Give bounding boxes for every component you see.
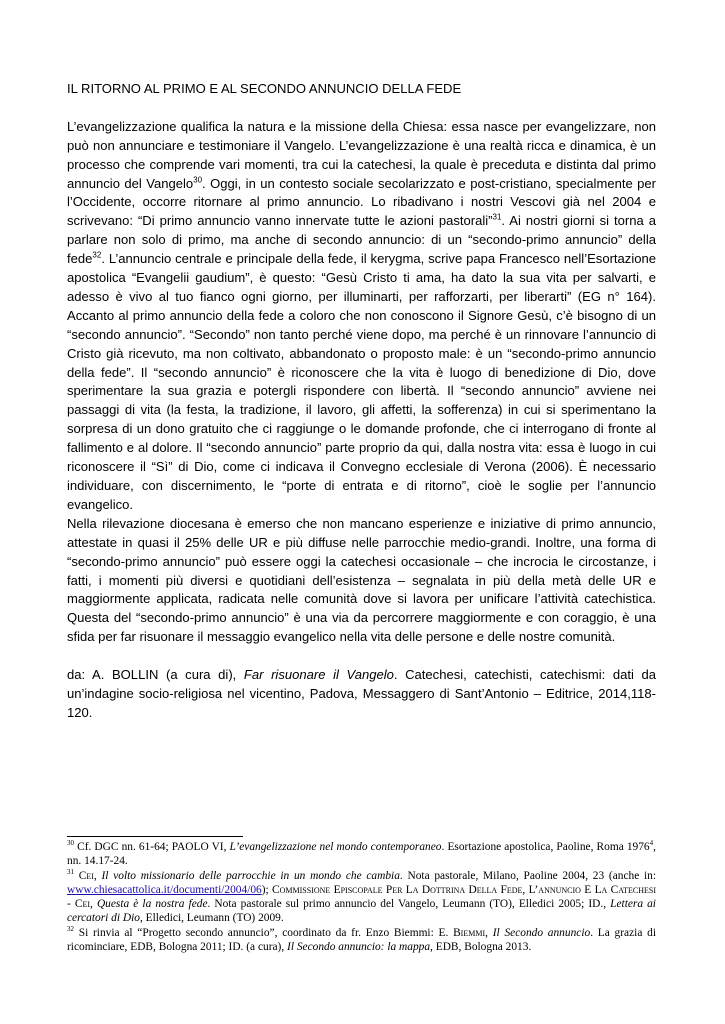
footnote-separator [67, 836, 243, 837]
para1-text-4: . L’annuncio centrale e principale della fede, il kerygma, scrive papa Francesco nell’Esortazione apostolica “Evangelii gaudium”, è questo: “Gesù Cristo ti ama, ha dato la sua vita per salvarti, e adesso è vivo al tuo fianco ogni giorno, per illuminarti, per rafforzarti, per liberarti” (EG n° 164). Accanto al primo annuncio della fede a coloro che non conoscono il Signore Gesù, c’è bisogno di un “secondo annuncio”. “Secondo” non tanto perché viene dopo, ma perché è un rinnovare l’annuncio di Cristo già ricevuto, ma non coltivato, abbandonato o proposto male: è un “secondo-primo annuncio della fede”. Il “secondo annuncio” è riconoscere che la vita è luogo di benedizione di Dio, dove sperimentare la sua grazia e potergli rispondere con libertà. Il “secondo annuncio” avviene nei passaggi di vita (la festa, la tradizione, il lavoro, gli affetti, la sofferenza) in cui si sperimentano la sorpresa di un dono gratuito che ci raggiunge o le domande profonde, che ci interrogano di fronte al fallimento e al dolore. Il “secondo annuncio” parte proprio da qui, dalla nostra vita: essa è luogo in cui riconoscere il “Sì” di Dio, come ci indicava il Convegno ecclesiale di Verona (2006). È necessario individuare, con discernimento, le “porte di entrata e di ritorno”, cioè le soglie per l’annuncio evangelico. [67, 251, 656, 512]
footnote-text: , Elledici, Leumann (TO) 2009. [139, 912, 284, 925]
footnote-number: 32 [67, 924, 74, 933]
footnote-title: Questa è la nostra fede [96, 898, 208, 911]
footnote-text: , [485, 926, 493, 939]
footnote-smallcaps: ei [82, 898, 91, 911]
footnote-title: Il volto missionario delle parrocchie in un mondo che cambia [101, 869, 400, 882]
footnote-number: 31 [67, 867, 74, 876]
footnote-text: Si rinvia al “Progetto secondo annuncio”, coordinato da fr. Enzo Biemmi: E. B [74, 926, 461, 939]
para1-text-1: L’evangelizzazione qualifica la natura e la missione della Chiesa: essa nasce per evangelizzare, non può non annunciare e testimoniare il Vangelo. L’evangelizzazione è una realtà ricca e dinamica, è un processo che comprende vari momenti, tra cui la catechesi, la quale è preceduta e distinta dal primo annuncio del Vangelo [67, 118, 656, 191]
footnote-smallcaps: a [601, 883, 608, 896]
footnote-title: L’evangelizzazione nel mondo contemporaneo [229, 841, 442, 853]
footnote-ref-31[interactable]: 31 [492, 212, 502, 222]
footnote-text: P [382, 883, 393, 896]
footnote-text: L [402, 883, 413, 896]
footnote-text: D [465, 883, 477, 896]
footnote-text: . Nota pastorale, Milano, Paoline 2004, 23 (anche in: [399, 869, 657, 882]
footnote-text: Cf. DGC nn. 61-64; PAOLO VI, [74, 841, 230, 853]
para1-text-2: . Oggi, in un contesto sociale secolarizzato e post-cristiano, specialmente per l’Occidente, occorre ritornare al primo annuncio. Lo ribadivano i nostri Vescovi già nel 2004 e scrivevano: “Di primo annuncio vanno innervate tutte le azioni pastorali” [67, 175, 656, 229]
footnote-smallcaps: iemmi [460, 926, 486, 939]
footnotes [67, 840, 656, 954]
footnote-smallcaps: a [412, 883, 419, 896]
footnote-text: , L’ [522, 883, 539, 896]
footnote-smallcaps: annuncio [538, 883, 581, 896]
footnote-smallcaps: piscopale [340, 883, 383, 896]
footnote-text: C [74, 869, 87, 882]
paragraph-2: Nella rilevazione diocesana è emerso che non mancano esperienze e iniziative di primo annuncio, attestate in quasi il 25% delle UR e più diffuse nelle parrocchie medio-grandi. Inoltre, una forma di “secondo-primo annuncio” può essere oggi la catechesi occasionale – che incrocia le circostanze, i fatti, i momenti più diversi e quotidiani dell’esistenza – segnalata in più della metà delle UR e maggiormente applicata, radicata nelle comunità dove si lavora per unificare l’attività catechistica. Questa del “secondo-primo annuncio” è una via da percorrere maggiormente e con coraggio, è una sfida per far risuonare il messaggio evangelico nella vita delle persone e delle nostre comunità. [67, 515, 656, 645]
document-body [67, 80, 656, 723]
source-prefix: da: A. BOLLIN (a cura di), [67, 667, 244, 683]
heading: IL RITORNO AL PRIMO E AL SECONDO ANNUNCIO DELLA FEDE [67, 81, 462, 96]
footnote-title: Lettera ai cercatori di Dio [67, 898, 656, 925]
footnote-text: . La grazia di ricominciare, EDB, Bologna 2011; ID. (a cura), [67, 926, 656, 954]
footnote-text: , nn. 14.17-24. [67, 841, 656, 868]
footnote-link[interactable]: www.chiesacattolica.it/documenti/2004/06 [67, 883, 262, 896]
footnote-title: Il Secondo annuncio [492, 926, 591, 939]
blank-line [67, 99, 656, 118]
footnote-32 [67, 926, 656, 955]
footnote-smallcaps: er [392, 883, 403, 896]
source-title: Far risuonare il Vangelo [243, 667, 394, 683]
para1-text-3: . Ai nostri giorni si torna a parlare non solo di primo, ma anche di secondo annuncio: di un “secondo-primo annuncio” della fede [67, 213, 656, 267]
footnote-text: F [497, 883, 507, 896]
footnote-text: , EDB, Bologna 2013. [430, 941, 532, 954]
footnote-smallcaps: ella [476, 883, 498, 896]
footnote-text: ); C [261, 883, 280, 896]
footnote-text: - C [67, 898, 83, 911]
footnote-text: C [607, 883, 619, 896]
footnote-number: 30 [67, 839, 74, 848]
source-rest: . Catechesi, catechisti, catechismi: dati da un’indagine socio-religiosa nel vicentino, Padova, Messaggero di Sant’Antonio – Editrice, 2014,118-120. [67, 667, 657, 720]
footnote-text: E [330, 883, 341, 896]
footnote-text: , [90, 898, 97, 911]
blank-line [67, 647, 656, 666]
footnote-text: . Nota pastorale sul primo annuncio del Vangelo, Leumann (TO), Elledici 2005; ID., [207, 898, 611, 911]
paragraph-1 [67, 118, 656, 515]
footnote-ref-32[interactable]: 32 [92, 250, 102, 260]
footnote-title: Il Secondo annuncio: la mappa [287, 941, 431, 954]
source-citation [67, 666, 656, 723]
footnote-text: E L [580, 883, 602, 896]
footnote-smallcaps: ottrina [430, 883, 466, 896]
footnote-text: D [418, 883, 431, 896]
footnote-smallcaps: ommissione [279, 883, 331, 896]
footnote-smallcaps: atechesi [618, 883, 657, 896]
edition-superscript: 4 [649, 839, 654, 848]
footnote-text: , [93, 869, 102, 882]
footnote-31 [67, 869, 656, 926]
footnote-smallcaps: ede [506, 883, 523, 896]
footnote-smallcaps: ei [86, 869, 94, 882]
footnote-30 [67, 840, 656, 869]
footnote-ref-30[interactable]: 30 [193, 175, 203, 185]
footnote-text: . Esortazione apostolica, Paoline, Roma 1976 [441, 841, 650, 853]
